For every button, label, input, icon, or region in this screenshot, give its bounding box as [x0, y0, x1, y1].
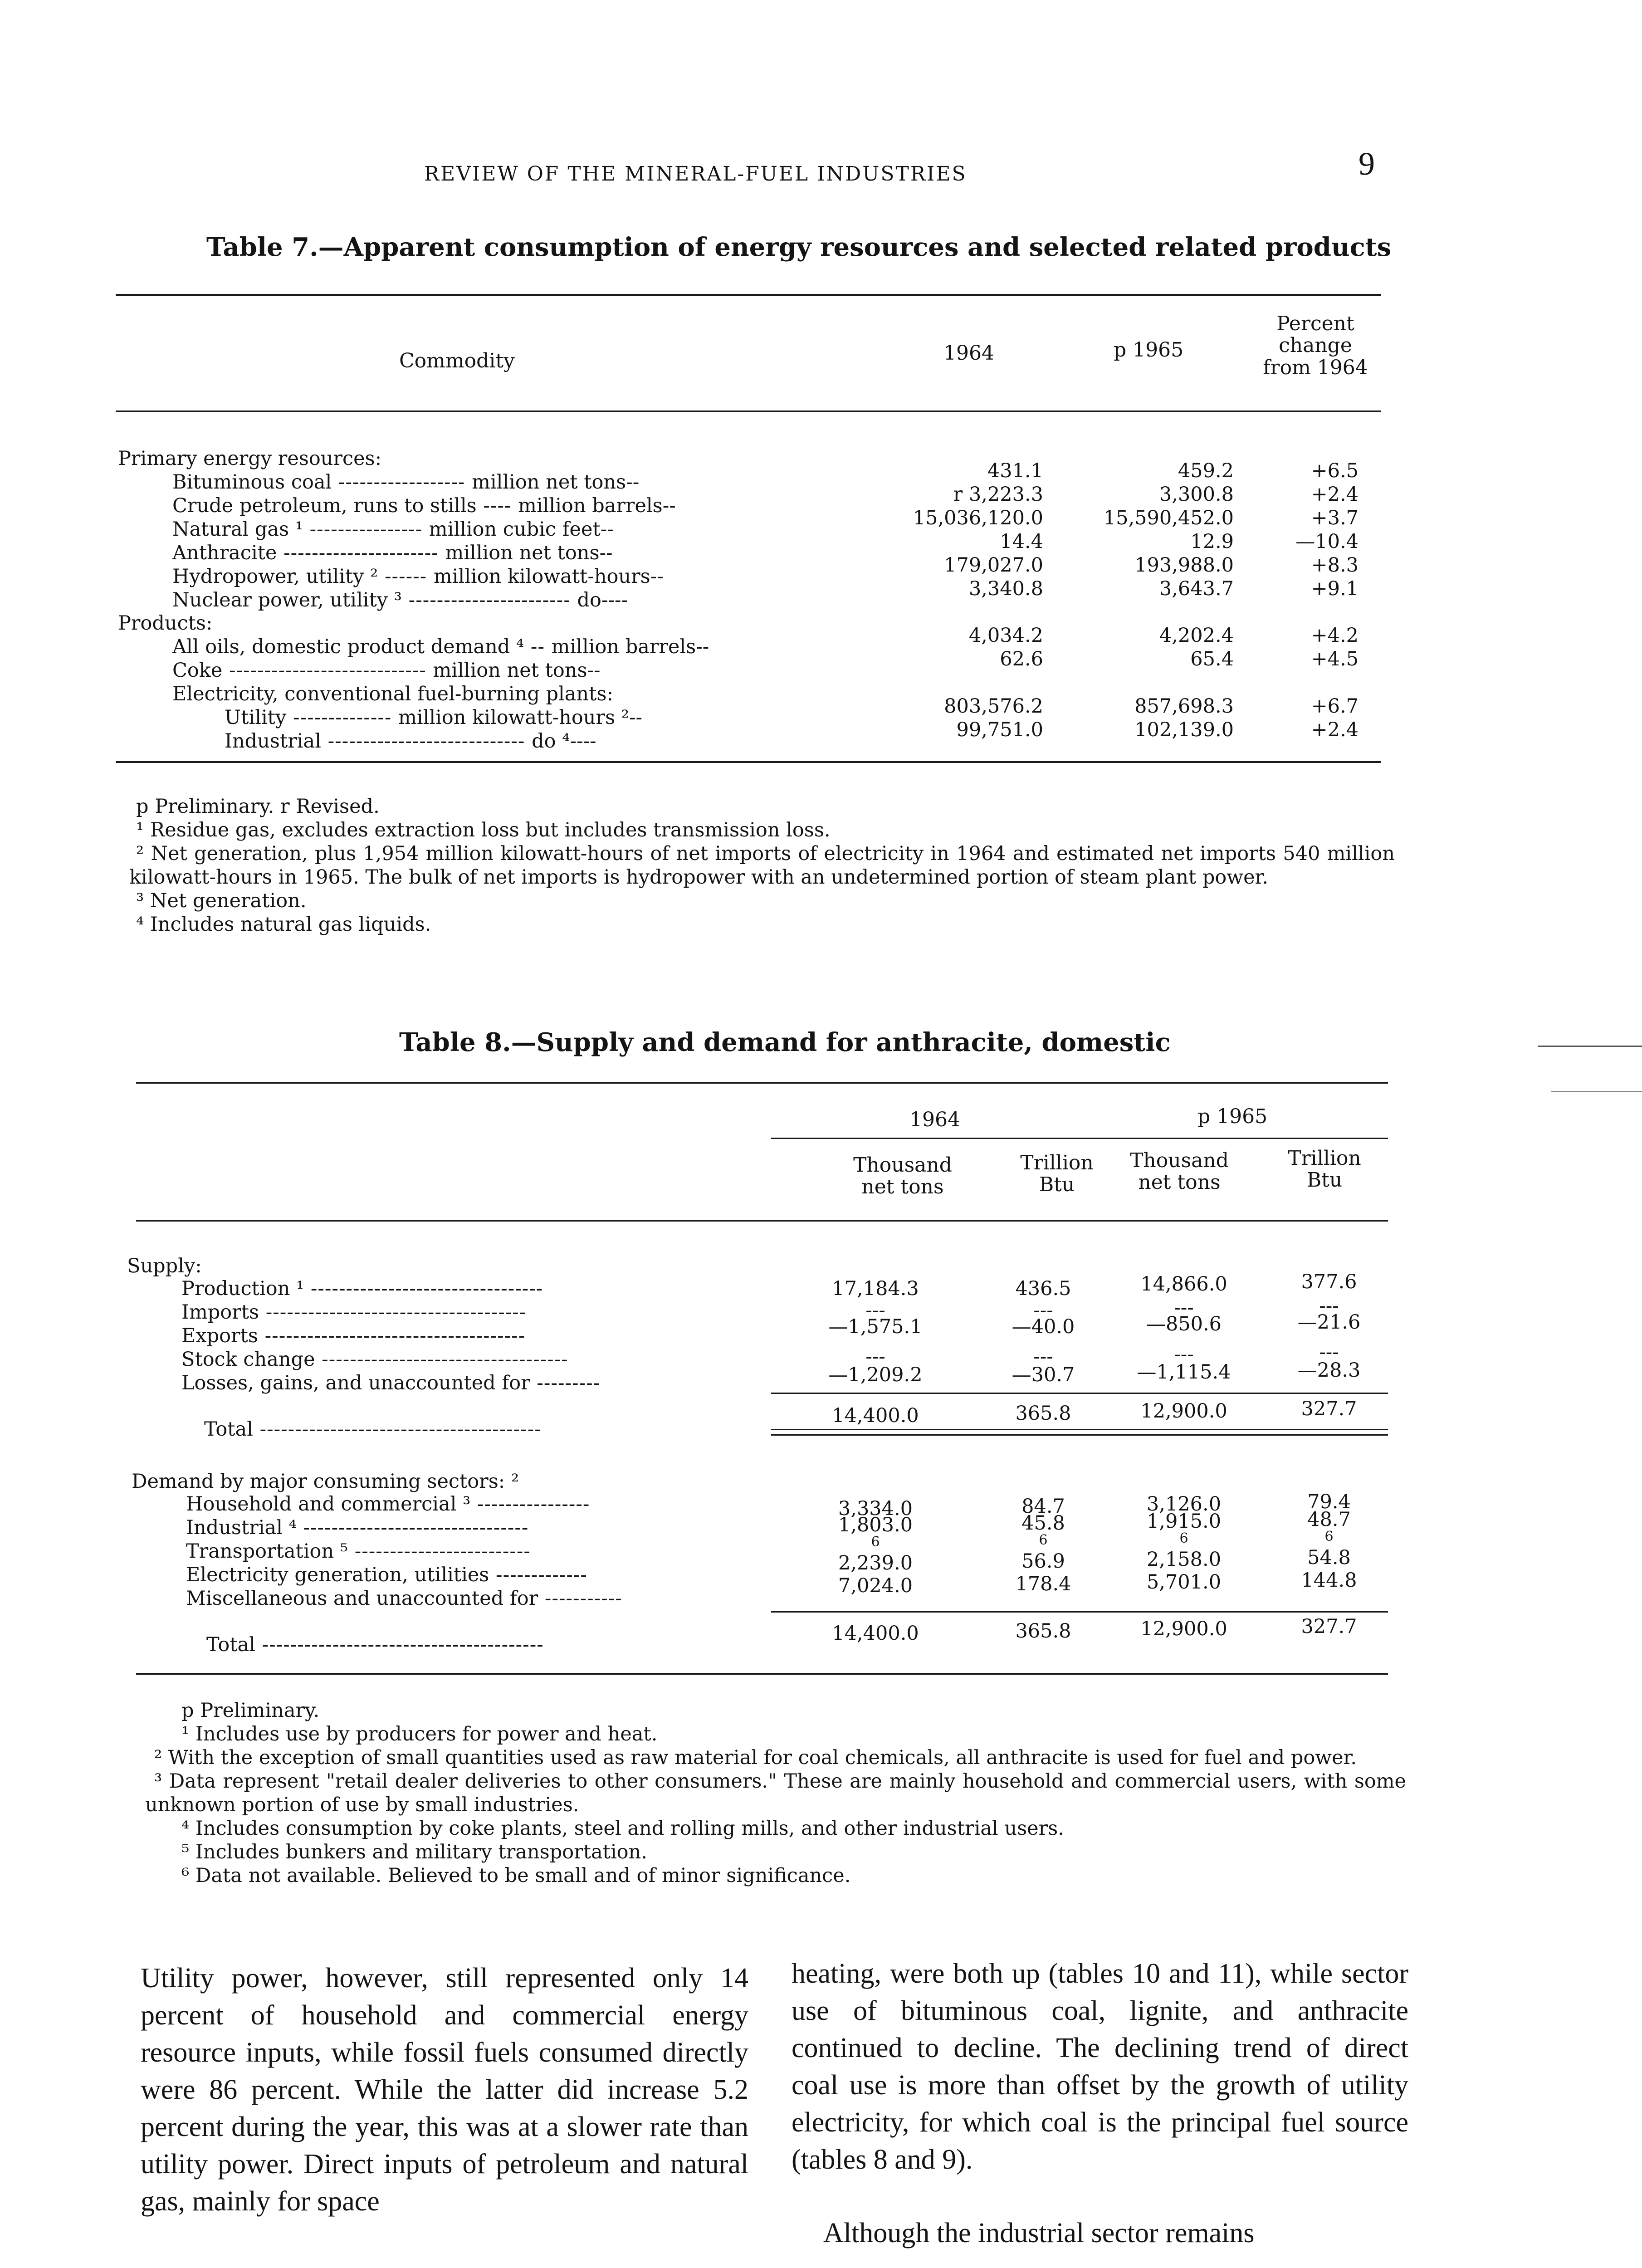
footnote: ³ Data represent "retail dealer deliveries to other consumers." These are mainly household and commercial users, with some unknown portion of use by small industries. [145, 1770, 1406, 1816]
body-column-right-continued: Although the industrial sector remains [823, 2218, 1255, 2248]
table-row-total: Total ---------------------------------------- [204, 1418, 542, 1441]
value-1965: 4,202.4 [1159, 624, 1234, 647]
table-row: Transportation ⁵ ------------------------- [186, 1540, 531, 1563]
value-btu-1964: —40.0 [1012, 1315, 1075, 1338]
value-btu-1965: 144.8 [1301, 1569, 1357, 1592]
value-tons-1965: 2,158.0 [1146, 1548, 1222, 1571]
table-row: Utility -------------- million kilowatt-hours ²-- [225, 706, 642, 729]
margin-mark-bottom [1551, 1091, 1642, 1092]
total-tons-1965: 12,900.0 [1140, 1618, 1227, 1640]
value-1965: 3,643.7 [1159, 577, 1234, 600]
table7-footnotes [129, 795, 1395, 936]
value-1965: 857,698.3 [1134, 695, 1234, 718]
row-unit: million kilowatt-hours ² [398, 706, 629, 729]
pct-header-line1: Percent [1276, 312, 1354, 335]
table7-header-rule [116, 411, 1381, 412]
value-pct: —10.4 [1295, 530, 1359, 553]
margin-mark-top [1538, 1046, 1642, 1047]
value-1964: 14.4 [1000, 530, 1043, 553]
value-pct: +9.1 [1311, 577, 1359, 600]
footnote: ⁴ Includes natural gas liquids. [136, 913, 431, 936]
table7-electricity-label: Electricity, conventional fuel-burning plants: [172, 683, 613, 705]
value-btu-1965: 79.4 [1307, 1491, 1351, 1513]
value-pct: +3.7 [1311, 507, 1359, 529]
value-pct: +6.5 [1311, 459, 1359, 482]
row-label: Imports [181, 1301, 259, 1324]
table8-title: Table 8.—Supply and demand for anthracite, domestic [399, 1027, 1171, 1057]
total-btu-1965: 327.7 [1301, 1398, 1357, 1420]
total-tons-1964: 14,400.0 [832, 1404, 919, 1427]
table-row: Losses, gains, and unaccounted for --------- [181, 1372, 601, 1394]
table8-year-1964: 1964 [909, 1108, 960, 1131]
row-label: Total [204, 1418, 253, 1441]
value-btu-1965: --- [1319, 1295, 1339, 1317]
value-1965: 459.2 [1178, 459, 1234, 482]
value-pct: +2.4 [1311, 719, 1359, 741]
value-tons-1965: 1,915.0 [1146, 1510, 1222, 1533]
value-tons-1964: 1,803.0 [838, 1514, 913, 1536]
table-row: Bituminous coal ------------------ million net tons-- [172, 471, 640, 494]
value-1965: 193,988.0 [1134, 554, 1234, 577]
footnote: ¹ Residue gas, excludes extraction loss but includes transmission loss. [136, 819, 831, 841]
table8-supply-label: Supply: [127, 1255, 202, 1277]
value-1965: 65.4 [1190, 648, 1234, 670]
table8-demand-subtotal-rule [771, 1611, 1388, 1613]
value-tons-1964: --- [865, 1299, 885, 1322]
value-pct: +6.7 [1311, 695, 1359, 718]
value-tons-1964: —1,209.2 [828, 1364, 923, 1386]
row-label: Stock change [181, 1348, 315, 1371]
subcol-thousand-net-tons-1965: Thousand net tons [1130, 1149, 1229, 1194]
table8-top-rule [136, 1082, 1388, 1084]
row-label: Natural gas ¹ [172, 518, 303, 541]
value-btu-1964: —30.7 [1012, 1364, 1075, 1386]
value-pct: +2.4 [1311, 483, 1359, 506]
row-label: Industrial ⁴ [186, 1516, 297, 1539]
row-unit: million barrels [551, 635, 696, 658]
value-tons-1964: 6 [871, 1534, 880, 1550]
value-1964: 179,027.0 [944, 554, 1043, 577]
value-btu-1964: 45.8 [1021, 1512, 1065, 1535]
total-tons-1964: 14,400.0 [832, 1622, 919, 1645]
table-row: Electricity generation, utilities ------------- [186, 1564, 587, 1586]
value-pct: +4.2 [1311, 624, 1359, 647]
table-row: Stock change ----------------------------------- [181, 1348, 568, 1371]
row-label: Utility [225, 706, 287, 729]
row-label: Hydropower, utility ² [172, 565, 378, 588]
table-row: All oils, domestic product demand ⁴ -- million barrels-- [172, 635, 709, 658]
table7-col-1965: p 1965 [1114, 338, 1184, 362]
table7-col-1964: 1964 [943, 342, 994, 365]
table-row: Coke ---------------------------- million net tons-- [172, 659, 601, 682]
value-1965: 12.9 [1190, 530, 1234, 553]
table7-bottom-rule [116, 761, 1381, 763]
row-label: Industrial [225, 730, 321, 753]
table-row: Exports ------------------------------------- [181, 1325, 526, 1347]
total-btu-1964: 365.8 [1015, 1402, 1071, 1425]
body-column-right: heating, were both up (tables 10 and 11), while sector use of bituminous coal, lignite, and anthracite continued to decline. The declining trend of direct coal use is more than offset by the growth of utility electricity, for which coal is the principal fuel source (tables 8 and 9). [792, 1958, 1408, 2175]
row-label: Total [206, 1633, 255, 1656]
row-unit: million net tons [445, 542, 600, 564]
value-btu-1964: 436.5 [1015, 1277, 1071, 1300]
row-label: Losses, gains, and unaccounted for [181, 1372, 530, 1394]
row-unit: million net tons [433, 659, 587, 682]
body-column-left: Utility power, however, still represented only 14 percent of household and commercial energy resource inputs, while fossil fuels consumed directly were 86 percent. While the latter did increase 5.2 percent during the year, this was at a slower rate than utility power. Direct inputs of petroleum and natural gas, mainly for space [141, 1963, 748, 2217]
table7-col-pct [1243, 313, 1388, 379]
table8-total-rule-2 [771, 1434, 1388, 1436]
running-head: REVIEW OF THE MINERAL-FUEL INDUSTRIES [424, 162, 967, 186]
value-1964: 803,576.2 [944, 695, 1043, 718]
value-tons-1964: 2,239.0 [838, 1552, 913, 1574]
value-1964: 431.1 [987, 459, 1043, 482]
table-row: Industrial ⁴ -------------------------------- [186, 1516, 529, 1539]
row-label: Coke [172, 659, 223, 682]
value-btu-1964: 56.9 [1021, 1550, 1065, 1573]
value-1965: 3,300.8 [1159, 483, 1234, 506]
table8-bottom-rule [136, 1673, 1388, 1675]
value-tons-1965: —850.6 [1146, 1313, 1222, 1335]
row-label: Miscellaneous and unaccounted for [186, 1587, 538, 1610]
row-label: Crude petroleum, runs to stills [172, 494, 477, 517]
row-unit: million cubic feet [429, 518, 601, 541]
table-row: Hydropower, utility ² ------ million kilowatt-hours-- [172, 565, 664, 588]
row-label: Anthracite [172, 542, 277, 564]
table7-title: Table 7.—Apparent consumption of energy resources and selected related products [206, 232, 1392, 262]
row-label: Household and commercial ³ [186, 1493, 471, 1515]
row-label: Production ¹ [181, 1277, 304, 1300]
row-label: Nuclear power, utility ³ [172, 589, 402, 611]
table-row: Anthracite ---------------------- million net tons-- [172, 542, 613, 564]
value-tons-1964: 17,184.3 [832, 1277, 919, 1300]
total-tons-1965: 12,900.0 [1140, 1400, 1227, 1422]
value-btu-1965: --- [1319, 1341, 1339, 1364]
table-row: Nuclear power, utility ³ ----------------------- do---- [172, 589, 628, 611]
value-tons-1965: 3,126.0 [1146, 1493, 1222, 1515]
value-btu-1965: —28.3 [1297, 1359, 1361, 1382]
row-label: All oils, domestic product demand ⁴ [172, 635, 524, 658]
row-unit: do [577, 589, 601, 611]
table-row: Crude petroleum, runs to stills ---- million barrels-- [172, 494, 676, 517]
value-tons-1965: --- [1174, 1296, 1194, 1319]
table-row: Production ¹ --------------------------------- [181, 1277, 543, 1300]
footnote: ⁴ Includes consumption by coke plants, steel and rolling mills, and other industrial users. [181, 1817, 1064, 1840]
subcol-trillion-btu-1965: Trillion Btu [1288, 1147, 1361, 1192]
footnote: ² With the exception of small quantities used as raw material for coal chemicals, all anthracite is used for fuel and power. [154, 1746, 1357, 1769]
subcol-trillion-btu-1964: Trillion Btu [1020, 1151, 1094, 1197]
value-tons-1965: 14,866.0 [1140, 1273, 1227, 1295]
value-1964: 99,751.0 [956, 719, 1043, 741]
footnote: ² Net generation, plus 1,954 million kilowatt-hours of net imports of electricity in 1964 and estimated net imports 540 million kilowatt-hours in 1965. The bulk of net imports is hydropower with an undetermined portion of steam plant power. [129, 842, 1395, 889]
table7-col-commodity: Commodity [399, 349, 515, 372]
value-btu-1964: --- [1033, 1299, 1053, 1322]
value-btu-1964: 178.4 [1015, 1573, 1071, 1595]
table-row: Imports ------------------------------------- [181, 1301, 527, 1324]
value-tons-1964: 7,024.0 [838, 1574, 913, 1597]
value-tons-1964: --- [865, 1345, 885, 1368]
value-1964: 15,036,120.0 [913, 507, 1043, 529]
footnote: p Preliminary. r Revised. [136, 795, 380, 818]
table8-total-rule-1 [771, 1429, 1388, 1430]
table8-subtotal-rule [771, 1393, 1388, 1394]
value-btu-1965: 54.8 [1307, 1546, 1351, 1569]
value-1964: r 3,223.3 [953, 483, 1043, 506]
row-unit: million kilowatt-hours [433, 565, 650, 588]
value-btu-1965: 48.7 [1307, 1508, 1351, 1531]
footnote: ¹ Includes use by producers for power and heat. [181, 1723, 658, 1745]
total-btu-1965: 327.7 [1301, 1615, 1357, 1638]
row-label: Transportation ⁵ [186, 1540, 348, 1563]
value-btu-1965: —21.6 [1297, 1311, 1361, 1334]
value-1964: 3,340.8 [968, 577, 1043, 600]
row-unit: do ⁴ [532, 730, 570, 753]
pct-header-line2: change [1279, 334, 1352, 357]
table-row: Household and commercial ³ ---------------- [186, 1493, 590, 1515]
row-label: Bituminous coal [172, 471, 332, 494]
footnote: ⁵ Includes bunkers and military transportation. [181, 1841, 647, 1863]
value-tons-1964: 3,334.0 [838, 1497, 913, 1520]
table8-demand-label: Demand by major consuming sectors: ² [132, 1470, 519, 1493]
value-1964: 4,034.2 [968, 624, 1043, 647]
table-row: Natural gas ¹ ---------------- million cubic feet-- [172, 518, 614, 541]
table-row-total: Total ---------------------------------------- [206, 1633, 544, 1656]
value-pct: +8.3 [1311, 554, 1359, 577]
table7-section-primary: Primary energy resources: [118, 447, 382, 470]
footnote: p Preliminary. [181, 1699, 320, 1722]
table-row: Miscellaneous and unaccounted for ----------- [186, 1587, 622, 1610]
value-btu-1964: 84.7 [1021, 1495, 1065, 1518]
value-1965: 102,139.0 [1134, 719, 1234, 741]
value-tons-1965: 6 [1179, 1530, 1188, 1546]
footnote: ³ Net generation. [136, 890, 307, 912]
table8-year-rule [771, 1138, 1388, 1139]
value-pct: +4.5 [1311, 648, 1359, 670]
value-btu-1964: 6 [1039, 1532, 1048, 1548]
row-label: Exports [181, 1325, 258, 1347]
subcol-thousand-net-tons-1964: Thousand net tons [853, 1154, 952, 1199]
footnote: ⁶ Data not available. Believed to be small and of minor significance. [181, 1864, 851, 1887]
value-btu-1965: 377.6 [1301, 1271, 1357, 1293]
value-btu-1964: --- [1033, 1345, 1053, 1368]
page-number: 9 [1359, 146, 1375, 182]
value-tons-1965: --- [1174, 1343, 1194, 1366]
value-1964: 62.6 [1000, 648, 1043, 670]
table7-section-products: Products: [118, 612, 213, 635]
pct-header-line3: from 1964 [1263, 356, 1368, 379]
table-row: Industrial ---------------------------- do ⁴---- [225, 730, 596, 753]
value-1965: 15,590,452.0 [1103, 507, 1234, 529]
table7-top-rule [116, 294, 1381, 296]
table8-header-rule [136, 1220, 1388, 1222]
row-unit: million barrels [518, 494, 663, 517]
value-btu-1965: 6 [1324, 1529, 1334, 1545]
value-tons-1965: 5,701.0 [1146, 1571, 1222, 1593]
table8-year-1965: p 1965 [1197, 1105, 1268, 1128]
value-tons-1965: —1,115.4 [1137, 1361, 1231, 1383]
table8-footnotes [145, 1699, 1406, 1887]
row-unit: million net tons [472, 471, 626, 494]
total-btu-1964: 365.8 [1015, 1620, 1071, 1642]
value-tons-1964: —1,575.1 [828, 1315, 923, 1338]
row-label: Electricity generation, utilities [186, 1564, 489, 1586]
